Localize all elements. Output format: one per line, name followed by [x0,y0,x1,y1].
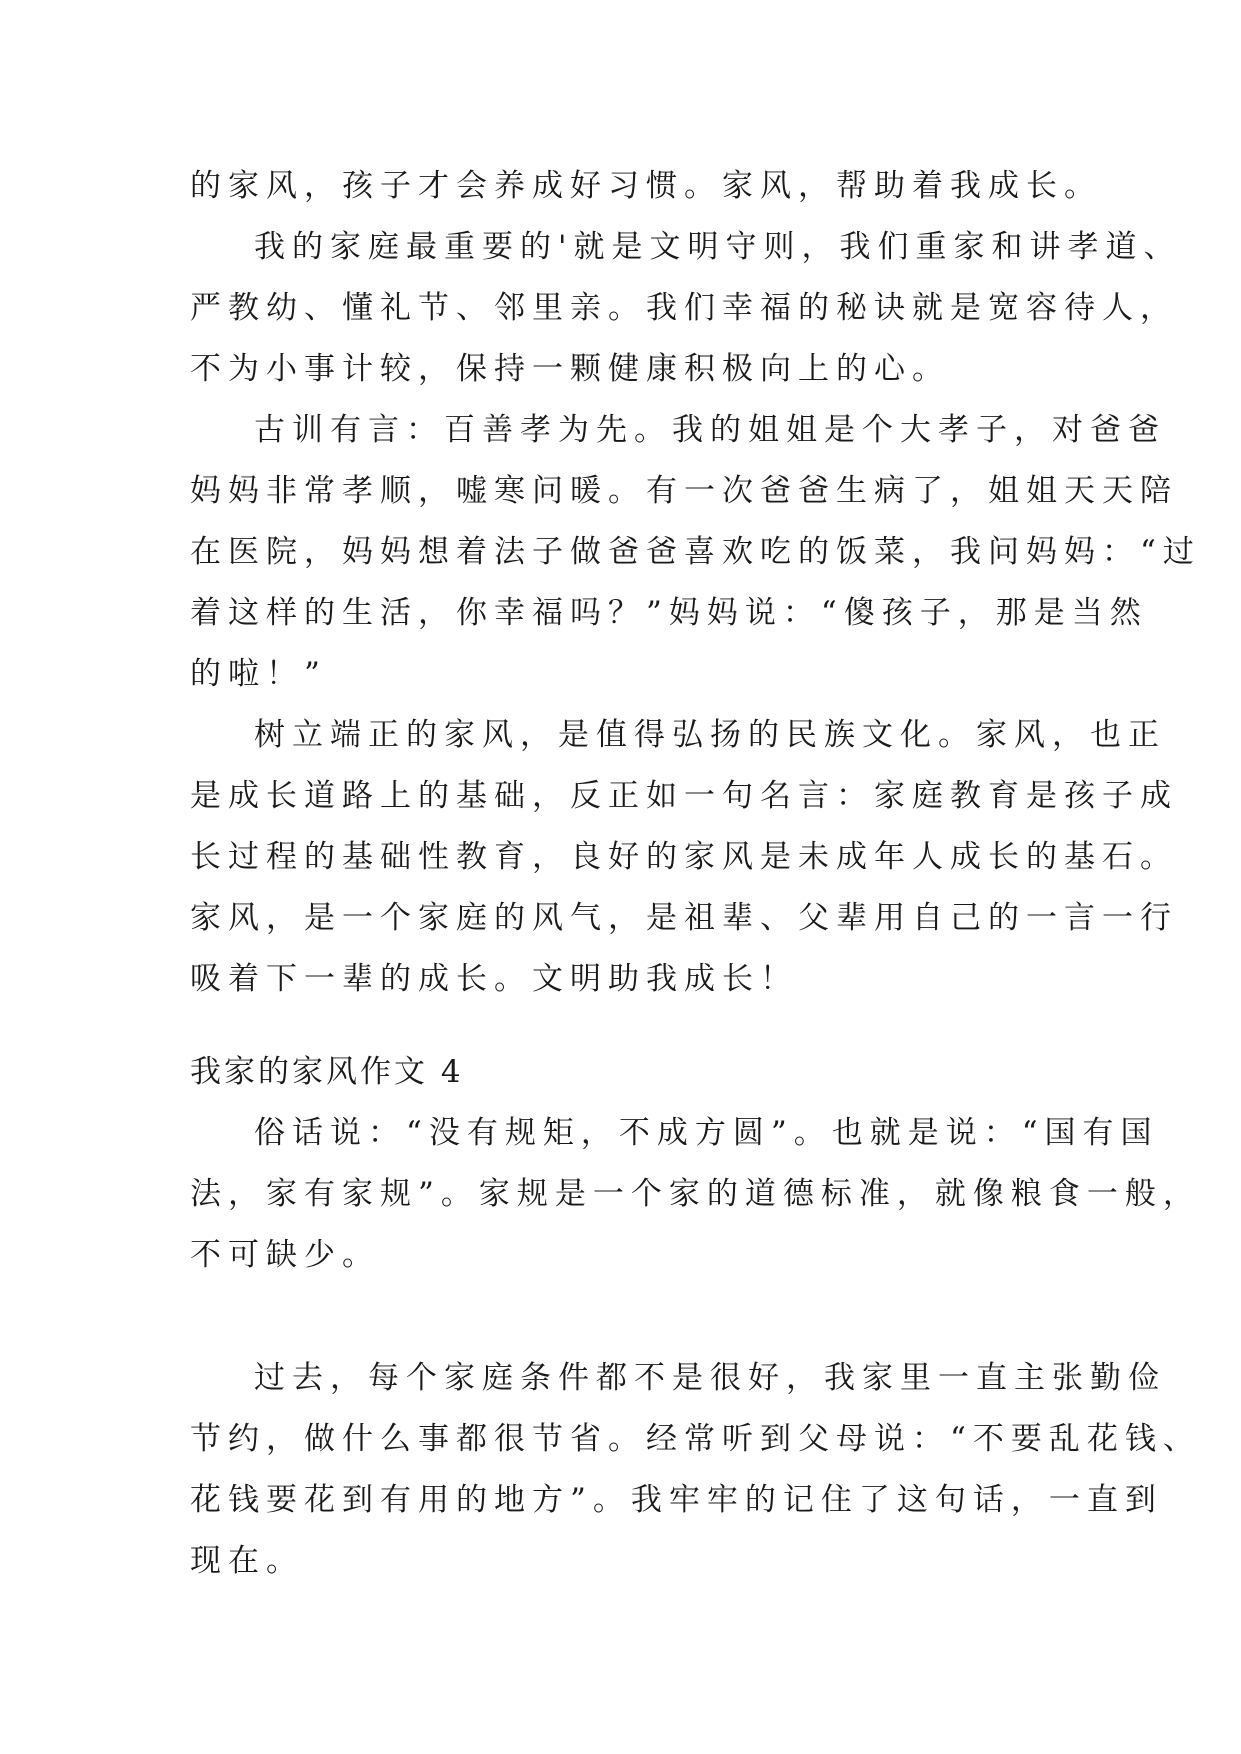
text-line: 的家风，孩子才会养成好习惯。家风，帮助着我成长。 [190,168,1102,204]
section-heading: 我家的家风作文 4 [190,1054,464,1090]
text-line: 严教幼、懂礼节、邻里亲。我们幸福的秘诀就是宽容待人， [190,290,1178,326]
text-line: 不为小事计较，保持一颗健康积极向上的心。 [190,351,950,387]
text-line: 在医院，妈妈想着法子做爸爸喜欢吃的饭菜，我问妈妈：“过 [190,534,1201,570]
text-line: 花钱要花到有用的地方”。我牢牢的记住了这句话，一直到 [190,1482,1163,1518]
text-line: 是成长道路上的基础，反正如一句名言：家庭教育是孩子成 [190,778,1178,814]
text-line: 妈妈非常孝顺，嘘寒问暖。有一次爸爸生病了，姐姐天天陪 [190,473,1178,509]
paragraph-first-line: 树立端正的家风，是值得弘扬的民族文化。家风，也正 [254,717,1166,753]
paragraph-first-line: 古训有言：百善孝为先。我的姐姐是个大孝子，对爸爸 [254,412,1166,448]
text-line: 着这样的生活，你幸福吗？”妈妈说：“傻孩子，那是当然 [190,595,1148,631]
paragraph-first-line: 我的家庭最重要的'就是文明守则，我们重家和讲孝道、 [254,229,1182,265]
text-line: 不可缺少。 [190,1237,380,1273]
text-line: 长过程的基础性教育，良好的家风是未成年人成长的基石。 [190,839,1178,875]
text-line: 法，家有家规”。家规是一个家的道德标准，就像粮食一般， [190,1176,1201,1212]
paragraph-first-line: 过去，每个家庭条件都不是很好，我家里一直主张勤俭 [254,1360,1166,1396]
text-line: 家风，是一个家庭的风气，是祖辈、父辈用自己的一言一行 [190,900,1178,936]
text-line: 节约，做什么事都很节省。经常听到父母说：“不要乱花钱、 [190,1421,1201,1457]
text-line: 现在。 [190,1543,304,1579]
paragraph-first-line: 俗话说：“没有规矩，不成方圆”。也就是说：“国有国 [254,1115,1159,1151]
text-line: 的啦！” [190,656,327,692]
text-line: 吸着下一辈的成长。文明助我成长！ [190,961,798,997]
